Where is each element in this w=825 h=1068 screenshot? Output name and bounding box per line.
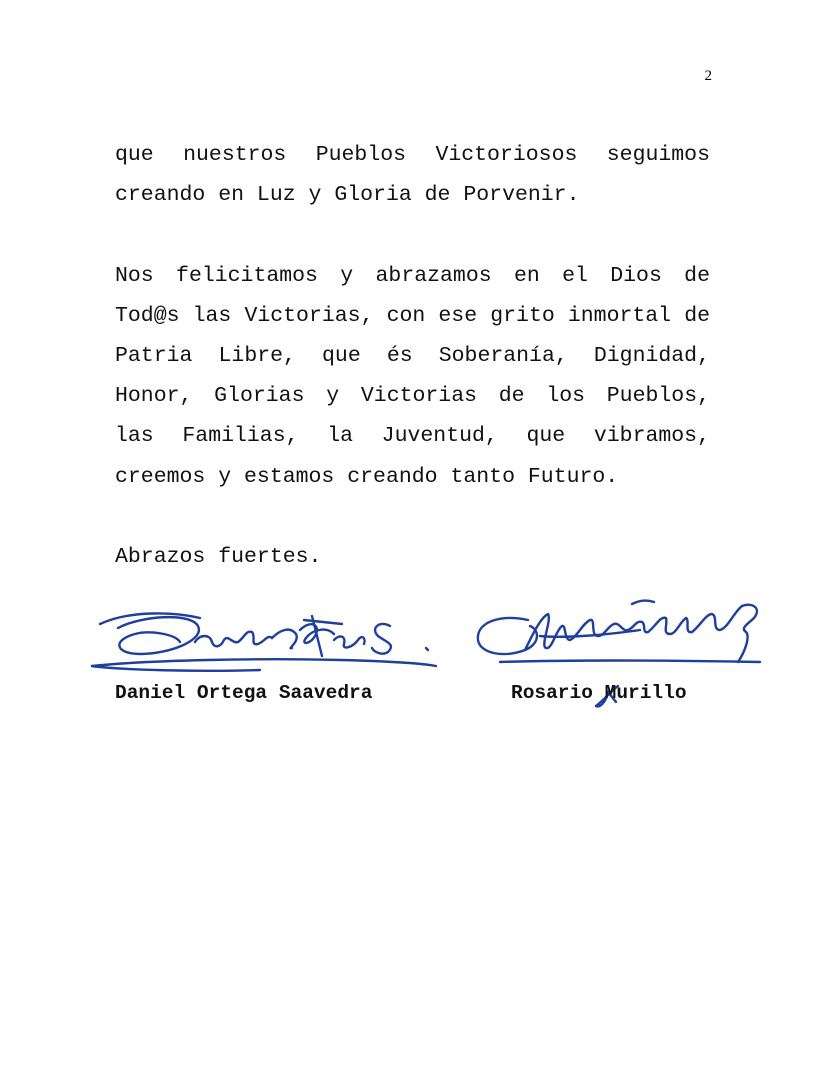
signature-left-handwritten bbox=[92, 613, 436, 670]
text-line: creemos y estamos creando tanto Futuro. bbox=[115, 464, 619, 489]
text-line: creando en Luz y Gloria de Porvenir. bbox=[115, 183, 580, 208]
text-line: Patria Libre, que és Soberanía, Dignidad, bbox=[115, 344, 710, 368]
page-number: 2 bbox=[704, 68, 712, 84]
text-line: Honor, Glorias y Victorias de los Pueblos, bbox=[115, 384, 710, 409]
paragraph-farewell bbox=[115, 537, 710, 577]
signer-name-left: Daniel Ortega Saavedra bbox=[115, 682, 373, 704]
text-line: las Familias, la Juventud, que vibramos, bbox=[115, 424, 710, 449]
text-line: Abrazos fuertes. bbox=[115, 545, 322, 569]
signer-name-right: Rosario Murillo bbox=[511, 682, 687, 704]
signature-block bbox=[0, 590, 825, 720]
text-line: Tod@s las Victorias, con ese grito inmortal de bbox=[115, 303, 710, 328]
text-line: Nos felicitamos y abrazamos en el Dios de bbox=[115, 263, 710, 288]
paragraph-greeting bbox=[115, 256, 710, 497]
text-line: que nuestros Pueblos Victoriosos seguimos bbox=[115, 143, 710, 167]
paragraph-closing-continuation bbox=[115, 135, 710, 215]
letter-body bbox=[115, 135, 710, 617]
